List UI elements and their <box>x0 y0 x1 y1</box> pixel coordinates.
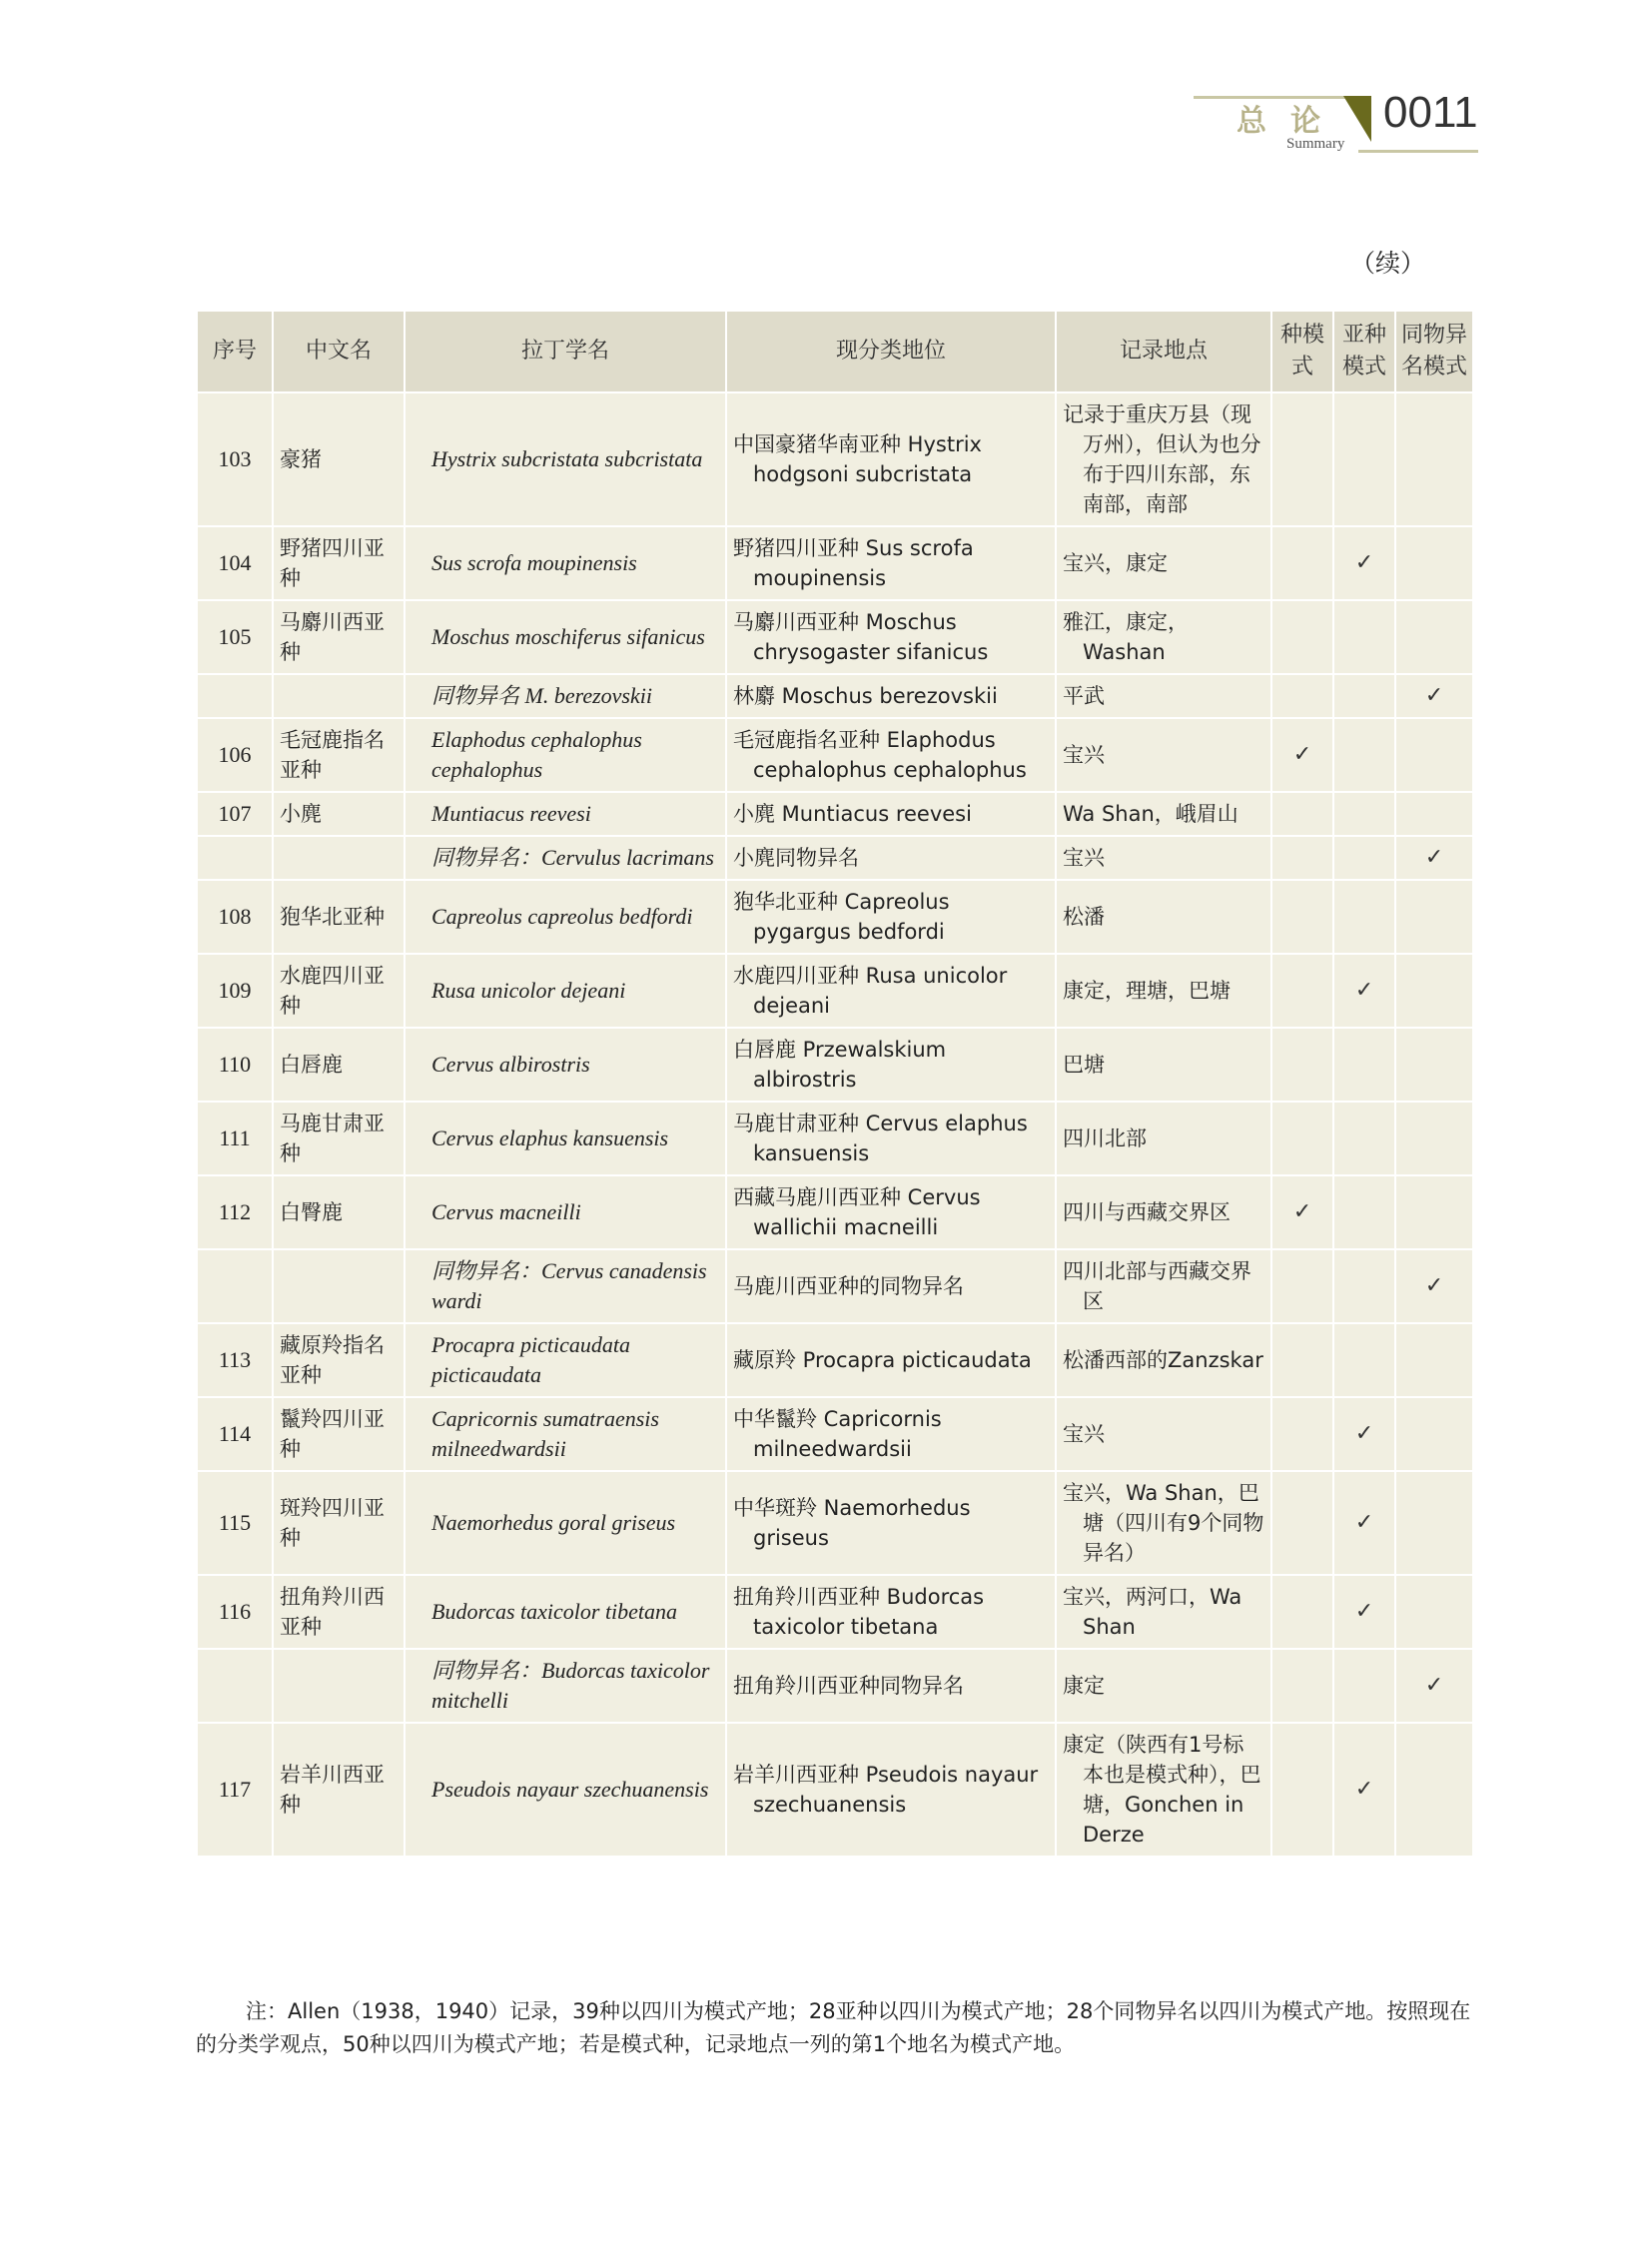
cell-current-classification: 野猪四川亚种 Sus scrofa moupinensis <box>726 526 1056 600</box>
cell-serial-no: 114 <box>197 1397 273 1471</box>
cell-record-location: 宝兴 <box>1056 836 1271 880</box>
cell-record-location: Wa Shan，峨眉山 <box>1056 792 1271 836</box>
cell-subspecies-type <box>1333 718 1395 792</box>
col-header-classification: 现分类地位 <box>726 311 1056 392</box>
cell-synonym-type <box>1395 1397 1473 1471</box>
cell-subspecies-type: ✓ <box>1333 1397 1395 1471</box>
cell-serial-no: 105 <box>197 600 273 674</box>
cell-chinese-name: 豪猪 <box>273 392 405 526</box>
cell-synonym-type <box>1395 600 1473 674</box>
page-number: 0011 <box>1383 88 1478 137</box>
cell-current-classification: 林麝 Moschus berezovskii <box>726 674 1056 718</box>
cell-synonym-type <box>1395 1175 1473 1249</box>
continued-label: （续） <box>1350 249 1426 278</box>
cell-chinese-name: 藏原羚指名亚种 <box>273 1323 405 1397</box>
cell-current-classification: 马麝川西亚种 Moschus chrysogaster sifanicus <box>726 600 1056 674</box>
cell-subspecies-type <box>1333 1323 1395 1397</box>
cell-current-classification: 中华斑羚 Naemorhedus griseus <box>726 1471 1056 1575</box>
table-footnote <box>196 1995 1476 2061</box>
cell-chinese-name: 扭角羚川西亚种 <box>273 1575 405 1649</box>
col-header-species-type: 种模式 <box>1271 311 1333 392</box>
cell-current-classification: 毛冠鹿指名亚种 Elaphodus cephalophus cephalophus <box>726 718 1056 792</box>
cell-latin-name: Rusa unicolor dejeani <box>405 954 726 1028</box>
cell-synonym-type: ✓ <box>1395 1649 1473 1723</box>
cell-record-location: 宝兴，两河口，Wa Shan <box>1056 1575 1271 1649</box>
col-header-cn: 中文名 <box>273 311 405 392</box>
cell-chinese-name <box>273 674 405 718</box>
cell-record-location: 巴塘 <box>1056 1028 1271 1102</box>
cell-current-classification: 小麂 Muntiacus reevesi <box>726 792 1056 836</box>
cell-synonym-type <box>1395 954 1473 1028</box>
cell-latin-name: Elaphodus cephalophus cephalophus <box>405 718 726 792</box>
cell-chinese-name <box>273 836 405 880</box>
cell-current-classification: 扭角羚川西亚种 Budorcas taxicolor tibetana <box>726 1575 1056 1649</box>
cell-subspecies-type <box>1333 1175 1395 1249</box>
cell-current-classification: 白唇鹿 Przewalskium albirostris <box>726 1028 1056 1102</box>
cell-latin-name: Cervus macneilli <box>405 1175 726 1249</box>
cell-latin-name: Muntiacus reevesi <box>405 792 726 836</box>
cell-chinese-name <box>273 1649 405 1723</box>
cell-record-location: 四川北部 <box>1056 1102 1271 1175</box>
cell-species-type <box>1271 1323 1333 1397</box>
cell-serial-no: 116 <box>197 1575 273 1649</box>
cell-subspecies-type <box>1333 1249 1395 1323</box>
cell-record-location: 记录于重庆万县（现万州），但认为也分布于四川东部，东南部，南部 <box>1056 392 1271 526</box>
cell-serial-no: 107 <box>197 792 273 836</box>
cell-current-classification: 中国豪猪华南亚种 Hystrix hodgsoni subcristata <box>726 392 1056 526</box>
cell-serial-no: 117 <box>197 1723 273 1857</box>
cell-record-location: 康定 <box>1056 1649 1271 1723</box>
cell-chinese-name: 野猪四川亚种 <box>273 526 405 600</box>
col-header-latin: 拉丁学名 <box>405 311 726 392</box>
cell-record-location: 四川北部与西藏交界区 <box>1056 1249 1271 1323</box>
table-row <box>197 1175 1473 1249</box>
table-row <box>197 1649 1473 1723</box>
cell-record-location: 宝兴 <box>1056 1397 1271 1471</box>
cell-species-type <box>1271 954 1333 1028</box>
cell-serial-no: 111 <box>197 1102 273 1175</box>
cell-chinese-name: 马麝川西亚种 <box>273 600 405 674</box>
col-header-no: 序号 <box>197 311 273 392</box>
cell-synonym-type: ✓ <box>1395 674 1473 718</box>
cell-synonym-type <box>1395 1575 1473 1649</box>
cell-serial-no: 103 <box>197 392 273 526</box>
cell-species-type <box>1271 392 1333 526</box>
cell-serial-no <box>197 1649 273 1723</box>
cell-species-type <box>1271 1723 1333 1857</box>
cell-synonym-type <box>1395 1028 1473 1102</box>
cell-current-classification: 水鹿四川亚种 Rusa unicolor dejeani <box>726 954 1056 1028</box>
table-row <box>197 1028 1473 1102</box>
cell-record-location: 宝兴，Wa Shan，巴塘（四川有9个同物异名） <box>1056 1471 1271 1575</box>
cell-species-type <box>1271 674 1333 718</box>
cell-subspecies-type: ✓ <box>1333 1575 1395 1649</box>
cell-subspecies-type <box>1333 836 1395 880</box>
cell-serial-no: 106 <box>197 718 273 792</box>
table-header-row <box>197 311 1473 392</box>
cell-subspecies-type <box>1333 1102 1395 1175</box>
col-header-synonym-type: 同物异名模式 <box>1395 311 1473 392</box>
cell-current-classification: 马鹿甘肃亚种 Cervus elaphus kansuensis <box>726 1102 1056 1175</box>
cell-subspecies-type <box>1333 1028 1395 1102</box>
cell-chinese-name: 小麂 <box>273 792 405 836</box>
cell-serial-no: 115 <box>197 1471 273 1575</box>
table-row <box>197 1323 1473 1397</box>
cell-chinese-name: 水鹿四川亚种 <box>273 954 405 1028</box>
cell-record-location: 康定（陕西有1号标本也是模式种），巴塘，Gonchen in Derze <box>1056 1723 1271 1857</box>
cell-synonym-type: ✓ <box>1395 1249 1473 1323</box>
cell-record-location: 雅江，康定，Washan <box>1056 600 1271 674</box>
cell-latin-name: 同物异名 M. berezovskii <box>405 674 726 718</box>
cell-latin-name: Moschus moschiferus sifanicus <box>405 600 726 674</box>
cell-record-location: 宝兴 <box>1056 718 1271 792</box>
cell-serial-no: 112 <box>197 1175 273 1249</box>
footnote-text: 注：Allen（1938，1940）记录，39种以四川为模式产地；28亚种以四川为模式产地；28个同物异名以四川为模式产地。按照现在的分类学观点，50种以四川为模式产地；若是模式种，记录地点一列的第1个地名为模式产地。 <box>196 1999 1471 2056</box>
cell-species-type <box>1271 1471 1333 1575</box>
col-header-location: 记录地点 <box>1056 311 1271 392</box>
cell-subspecies-type: ✓ <box>1333 526 1395 600</box>
col-header-subspecies-type: 亚种模式 <box>1333 311 1395 392</box>
cell-synonym-type <box>1395 1723 1473 1857</box>
table-row <box>197 526 1473 600</box>
cell-synonym-type <box>1395 718 1473 792</box>
cell-species-type <box>1271 1575 1333 1649</box>
cell-latin-name: Sus scrofa moupinensis <box>405 526 726 600</box>
cell-latin-name: Procapra picticaudata picticaudata <box>405 1323 726 1397</box>
cell-species-type: ✓ <box>1271 1175 1333 1249</box>
cell-subspecies-type: ✓ <box>1333 954 1395 1028</box>
cell-latin-name: 同物异名：Cervus canadensis wardi <box>405 1249 726 1323</box>
cell-chinese-name: 鬣羚四川亚种 <box>273 1397 405 1471</box>
cell-record-location: 康定，理塘，巴塘 <box>1056 954 1271 1028</box>
cell-species-type <box>1271 526 1333 600</box>
cell-serial-no: 108 <box>197 880 273 954</box>
table-row <box>197 1102 1473 1175</box>
cell-latin-name: Naemorhedus goral griseus <box>405 1471 726 1575</box>
cell-synonym-type <box>1395 1102 1473 1175</box>
cell-serial-no <box>197 1249 273 1323</box>
cell-current-classification: 狍华北亚种 Capreolus pygargus bedfordi <box>726 880 1056 954</box>
cell-subspecies-type: ✓ <box>1333 1471 1395 1575</box>
cell-record-location: 松潘西部的Zanzskar <box>1056 1323 1271 1397</box>
cell-synonym-type <box>1395 792 1473 836</box>
header-corner-mark <box>1343 96 1371 142</box>
section-subtitle: Summary <box>1286 136 1345 152</box>
cell-subspecies-type <box>1333 392 1395 526</box>
cell-latin-name: Capricornis sumatraensis milneedwardsii <box>405 1397 726 1471</box>
cell-latin-name: Cervus albirostris <box>405 1028 726 1102</box>
cell-species-type <box>1271 880 1333 954</box>
cell-species-type <box>1271 1649 1333 1723</box>
cell-subspecies-type <box>1333 880 1395 954</box>
cell-species-type <box>1271 836 1333 880</box>
cell-chinese-name: 毛冠鹿指名亚种 <box>273 718 405 792</box>
cell-latin-name: 同物异名：Cervulus lacrimans <box>405 836 726 880</box>
cell-subspecies-type <box>1333 600 1395 674</box>
cell-chinese-name: 狍华北亚种 <box>273 880 405 954</box>
cell-record-location: 宝兴，康定 <box>1056 526 1271 600</box>
table-row <box>197 674 1473 718</box>
cell-record-location: 平武 <box>1056 674 1271 718</box>
cell-serial-no: 109 <box>197 954 273 1028</box>
cell-record-location: 四川与西藏交界区 <box>1056 1175 1271 1249</box>
table-row <box>197 954 1473 1028</box>
cell-current-classification: 马鹿川西亚种的同物异名 <box>726 1249 1056 1323</box>
table-row <box>197 1249 1473 1323</box>
cell-latin-name: Cervus elaphus kansuensis <box>405 1102 726 1175</box>
cell-subspecies-type: ✓ <box>1333 1723 1395 1857</box>
cell-chinese-name: 岩羊川西亚种 <box>273 1723 405 1857</box>
cell-serial-no: 104 <box>197 526 273 600</box>
section-title: 总论 <box>1237 104 1344 139</box>
cell-latin-name: Hystrix subcristata subcristata <box>405 392 726 526</box>
table-row <box>197 718 1473 792</box>
cell-latin-name: 同物异名：Budorcas taxicolor mitchelli <box>405 1649 726 1723</box>
cell-species-type <box>1271 1102 1333 1175</box>
cell-serial-no: 110 <box>197 1028 273 1102</box>
cell-serial-no <box>197 836 273 880</box>
cell-current-classification: 藏原羚 Procapra picticaudata <box>726 1323 1056 1397</box>
cell-chinese-name <box>273 1249 405 1323</box>
header-rule-bottom <box>1358 150 1478 153</box>
cell-chinese-name: 斑羚四川亚种 <box>273 1471 405 1575</box>
cell-subspecies-type <box>1333 674 1395 718</box>
cell-chinese-name: 白臀鹿 <box>273 1175 405 1249</box>
cell-species-type <box>1271 1249 1333 1323</box>
cell-latin-name: Pseudois nayaur szechuanensis <box>405 1723 726 1857</box>
cell-current-classification: 岩羊川西亚种 Pseudois nayaur szechuanensis <box>726 1723 1056 1857</box>
cell-species-type: ✓ <box>1271 718 1333 792</box>
cell-synonym-type <box>1395 526 1473 600</box>
cell-subspecies-type <box>1333 792 1395 836</box>
table-row <box>197 600 1473 674</box>
cell-record-location: 松潘 <box>1056 880 1271 954</box>
cell-species-type <box>1271 1397 1333 1471</box>
cell-serial-no: 113 <box>197 1323 273 1397</box>
table-row <box>197 1471 1473 1575</box>
species-table <box>196 310 1474 1858</box>
cell-latin-name: Capreolus capreolus bedfordi <box>405 880 726 954</box>
table-row <box>197 880 1473 954</box>
table-row <box>197 1397 1473 1471</box>
table-row <box>197 1575 1473 1649</box>
cell-synonym-type: ✓ <box>1395 836 1473 880</box>
cell-current-classification: 扭角羚川西亚种同物异名 <box>726 1649 1056 1723</box>
cell-chinese-name: 白唇鹿 <box>273 1028 405 1102</box>
cell-current-classification: 中华鬣羚 Capricornis milneedwardsii <box>726 1397 1056 1471</box>
cell-synonym-type <box>1395 1471 1473 1575</box>
table-row <box>197 792 1473 836</box>
cell-latin-name: Budorcas taxicolor tibetana <box>405 1575 726 1649</box>
cell-current-classification: 小麂同物异名 <box>726 836 1056 880</box>
cell-synonym-type <box>1395 880 1473 954</box>
cell-current-classification: 西藏马鹿川西亚种 Cervus wallichii macneilli <box>726 1175 1056 1249</box>
cell-subspecies-type <box>1333 1649 1395 1723</box>
cell-synonym-type <box>1395 1323 1473 1397</box>
cell-species-type <box>1271 792 1333 836</box>
table-row <box>197 392 1473 526</box>
cell-species-type <box>1271 600 1333 674</box>
table-row <box>197 836 1473 880</box>
cell-serial-no <box>197 674 273 718</box>
table-row <box>197 1723 1473 1857</box>
cell-synonym-type <box>1395 392 1473 526</box>
cell-chinese-name: 马鹿甘肃亚种 <box>273 1102 405 1175</box>
cell-species-type <box>1271 1028 1333 1102</box>
